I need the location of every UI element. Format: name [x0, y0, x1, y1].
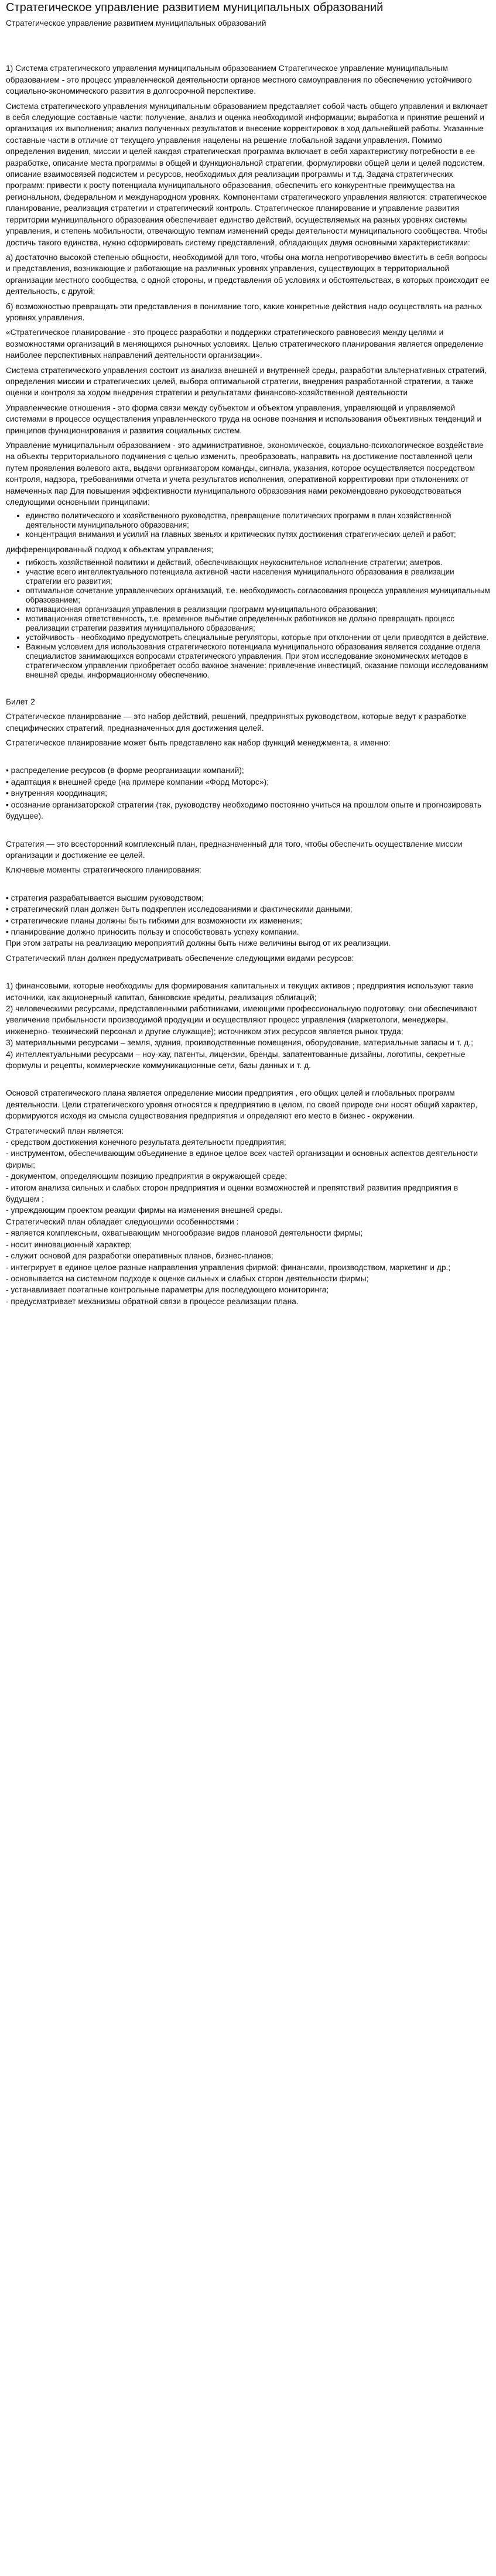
text-line: • стратегический план должен быть подкреплен исследованиями и фактическими данными; — [6, 905, 353, 914]
text-line: Стратегический план обладает следующими особенностями : — [6, 1217, 239, 1226]
text-line: - инструментом, обеспечивающим объединение в единое целое всех частей организации и основных аспектов деятельности фирмы; — [6, 1149, 478, 1169]
paragraph-gap — [6, 683, 490, 696]
paragraph: Управление муниципальным образованием - это административное, экономическое, социально-психологическое воздействие на объекты территориального подчинения с целью изменить, преобразовать, направить на достижение поставленной цели путем проявления волевого акта, выдачи организатором команды, сигнала, указания, которое осуществляется посредством контроля, надзора, требованиями отчета и учета результатов исполнения, оперативной корректировки при отклонениях от намеченных пар Для повышения эффективности муниципального образования нами рекомендовано руководствоваться следующими основными принципами: — [6, 441, 484, 507]
paragraph: Система стратегического управления муниципальным образованием представляет собой часть общего управления и включает в себя следующие составные части: получение, анализ и оценка необходимой информации; выработка и принятие решений и организация их выполнения; анализ полученных результатов и внесение корректировок в ход дальнейшей работы. Указанные составные части в отличие от текущего управления нацелены на решение глобальной задачи управления. Помимо определения видения, миссии и целей каждая стратегическая программа включает в себя характеристику потребности в ее разработке, описание места программы в общей и функциональной стратегии, формулировки общей цели и целей подсистем, описание взаимосвязей подсистем и ресурсов, необходимых для реализации программы и т.д. Задача стратегических программ: привести к росту потенциала муниципального образования, обеспечить его конкурентные преимущества на региональном, федеральном и международном уровнях. Компонентами стратегического управления являются: стратегическое планирование, реализация стратегии и стратегический контроль. Стратегическое планирование и управление развития территории муниципального образования обеспечивает единство действий, осуществляемых на разных уровнях системы управления, и степень мобильности, отвечающую темпам изменений среды деятельности муниципального сообщества. Чтобы достичь такого единства, нужно сформировать систему представлений, обладающих двумя основными характеристиками: — [6, 101, 488, 247]
list-item: • оптимальное сочетание управленческих организаций, т.е. необходимость согласования процесса управления муниципальным образованием; — [26, 586, 490, 605]
text-line: • стратегические планы должны быть гибкими для возможности их изменения; — [6, 916, 302, 925]
paragraph: 4) интеллектуальными ресурсами – ноу-хау, патенты, лицензии, бренды, запатентованные дизайны, логотипы, секретные формулы и рецепты, коммерческие коммуникационные сети, базы данных и т. д. — [6, 1049, 466, 1070]
paragraph: дифференцированный подход к объектам управления; — [6, 545, 214, 555]
list-item: • устойчивость - необходимо предусмотреть специальные регуляторы, которые при отклонении от цели приводятся в действие. — [26, 633, 490, 642]
paragraph: Ключевые моменты стратегического планирования: — [6, 865, 201, 875]
paragraph: а) достаточно высокой степенью общности, необходимой для того, чтобы она могла непротиворечиво вместить в себя вопросы и представления, возникающие и работающие на различных уровнях управления, существующих в территориальной организации местного сообщества, с одной стороны, и представления об условиях и обстоятельствах, в которых происходит ее деятельность, с другой; — [6, 252, 490, 296]
text-line: - основывается на системном подходе к оценке сильных и слабых сторон деятельности фирмы; — [6, 1274, 369, 1283]
text-line: - предусматривает механизмы обратной связи в процессе реализации плана. — [6, 1296, 299, 1306]
text-line: - является комплексным, охватывающим многообразие видов плановой деятельности фирмы; — [6, 1229, 363, 1238]
document-body — [6, 50, 490, 1307]
list-item: • Важным условием для использования стратегического потенциала муниципального образования является создание отдела специалистов занимающихся вопросами стратегического управления. При этом исследование экономических методов в стратегическом управлении приобретает особо важное значение: привлечение инвестиций, оказание помощи исследованиям внешней среды, информационному обеспечению. — [26, 642, 490, 680]
text-line: 2) человеческими ресурсами, представленными работниками, имеющими профессиональную подготовку; они обеспечивают увеличение прибыльности производимой продукции и осуществляют процесс управления (маркетологи, менеджеры, инженерно- технический персонал и другие служащие); источником этих ресурсов является рынок труда; — [6, 1004, 477, 1036]
paragraph: б) возможностью превращать эти представления в понимание того, какие конкретные действия надо осуществлять на разных уровнях управления. — [6, 302, 483, 322]
list-item: • единство политического и хозяйственного руководства, превращение политических программ в план хозяйственной деятельности муниципального образования; — [26, 511, 490, 530]
list-item: • концентрация внимания и усилий на главных звеньях и критических путях достижения стратегических целей и работ; — [26, 530, 490, 539]
list-item: • мотивационная организация управления в реализации программ муниципального образования; — [26, 605, 490, 614]
paragraph: • осознание организаторской стратегии (так, руководству необходимо постоянно учиться на прошлом опыте и прогнозировать будущее). — [6, 800, 482, 821]
text-line: - устанавливает поэтапные контрольные параметры для последующего мониторинга; — [6, 1285, 329, 1295]
bullet-list — [6, 558, 490, 680]
list-item: • гибкость хозяйственной политики и действий, обеспечивающих неукоснительное исполнение стратегии; аметров. — [26, 558, 490, 567]
text-line: - средством достижения конечного результата деятельности предприятия; — [6, 1138, 286, 1147]
paragraph-gap — [6, 50, 490, 63]
text-line: • внутренняя координация; — [6, 789, 108, 798]
text-line: • распределение ресурсов (в форме реорганизации компаний); — [6, 766, 244, 775]
paragraph: Основой стратегического плана является определение миссии предприятия , его общих целей и глобальных программ деятельности. Цели стратегического уровня относятся к предприятию в целом, по своей природе они носят общий характер, формируются исходя из смысла существования предприятия и определяют его место в бизнес - окружении. — [6, 1089, 478, 1121]
text-line: - интегрирует в единое целое разные направления управления фирмой: финансами, производством, маркетинг и др.; — [6, 1263, 451, 1272]
paragraph: 1) Система стратегического управления муниципальным образованием Стратегическое управление муниципальным образованием - это процесс управленческой деятельности органов местного самоуправления по обеспечению устойчивого социально-экономического развития в долгосрочной перспективе. — [6, 64, 472, 96]
text-line: • стратегия разрабатывается высшим руководством; — [6, 893, 204, 902]
text-line: - носит инновационный характер; — [6, 1240, 132, 1249]
text-line: - служит основой для разработки оперативных планов, бизнес-планов; — [6, 1251, 273, 1261]
text-line: 3) материальными ресурсами – земля, здания, производственные помещения, оборудование, материальные запасы и т. д.; — [6, 1038, 473, 1048]
text-line: - итогом анализа сильных и слабых сторон предприятия и оценки возможностей и препятствий развития предприятия в будущем ; — [6, 1183, 459, 1204]
paragraph: Стратегия — это всесторонний комплексный план, предназначенный для того, чтобы обеспечить осуществление миссии организации и достижение ее целей. — [6, 839, 463, 860]
page-subtitle: Стратегическое управление развитием муниципальных образований — [6, 19, 266, 28]
page-title: Стратегическое управление развитием муниципальных образований — [6, 1, 384, 14]
paragraph-gap — [6, 880, 490, 892]
paragraph: «Стратегическое планирование - это процесс разработки и поддержки стратегического равновесия между целями и возможностями организаций в меняющихся рыночных условиях. Целью стратегического планирования является определение наиболее перспективных направлений деятельности организации». — [6, 328, 484, 360]
paragraph: Стратегический план должен предусматривать обеспечение следующими видами ресурсов: — [6, 953, 354, 963]
paragraph: Стратегическое планирование может быть представлено как набор функций менеджмента, а именно: — [6, 738, 391, 748]
paragraph: Билет 2 — [6, 697, 35, 706]
text-line: - упреждающим проектом реакции фирмы на изменения внешней среды. — [6, 1206, 283, 1215]
paragraph: Стратегическое планирование — это набор действий, решений, предпринятых руководством, которые ведут к разработке специфических стратегий, предназначенных для достижения целей. — [6, 712, 467, 733]
bullet-list — [6, 511, 490, 539]
paragraph-gap — [6, 967, 490, 980]
paragraph-gap — [6, 1075, 490, 1087]
text-line: • адаптация к внешней среде (на примере компании «Форд Моторс»); — [6, 777, 269, 786]
text-line: • планирование должно приносить пользу и способствовать успеху компании. — [6, 927, 299, 936]
list-item: • мотивационная ответственность, т.е. временное выбытие определенных работников не должно превращать процесс реализации стратегии развития муниципального образования; — [26, 614, 490, 633]
text-line: Стратегический план является: — [6, 1126, 124, 1135]
paragraph-gap — [6, 752, 490, 765]
text-line: 1) финансовыми, которые необходимы для формирования капитальных и текущих активов ; предприятия используют такие источники, как акционерный капитал, банковские кредиты, реализация облигаций; — [6, 981, 474, 1002]
list-item: • участие всего интеллектуального потенциала активной части населения муниципального образования в реализации стратегии его развития; — [26, 567, 490, 586]
paragraph: Управленческие отношения - это форма связи между субъектом и объектом управления, управляющей и управляемой системами в процессе осуществления управленческого труда на основе познания и использования объективных тенденций и принципов функционирования и развития социальных систем. — [6, 403, 482, 435]
paragraph-gap — [6, 826, 490, 839]
paragraph: При этом затраты на реализацию мероприятий должны быть ниже величины выгод от их реализации. — [6, 939, 391, 948]
text-line: - документом, определяющим позицию предприятия в окружающей среде; — [6, 1172, 288, 1181]
paragraph: Система стратегического управления состоит из анализа внешней и внутренней среды, разработки альтернативных стратегий, определения миссии и стратегических целей, выбора оптимальной стратегии, внедрения разработанной стратегии, а также оценки и контроля за ходом внедрения стратегии и результатами финансово-хозяйственной деятельности — [6, 365, 487, 398]
